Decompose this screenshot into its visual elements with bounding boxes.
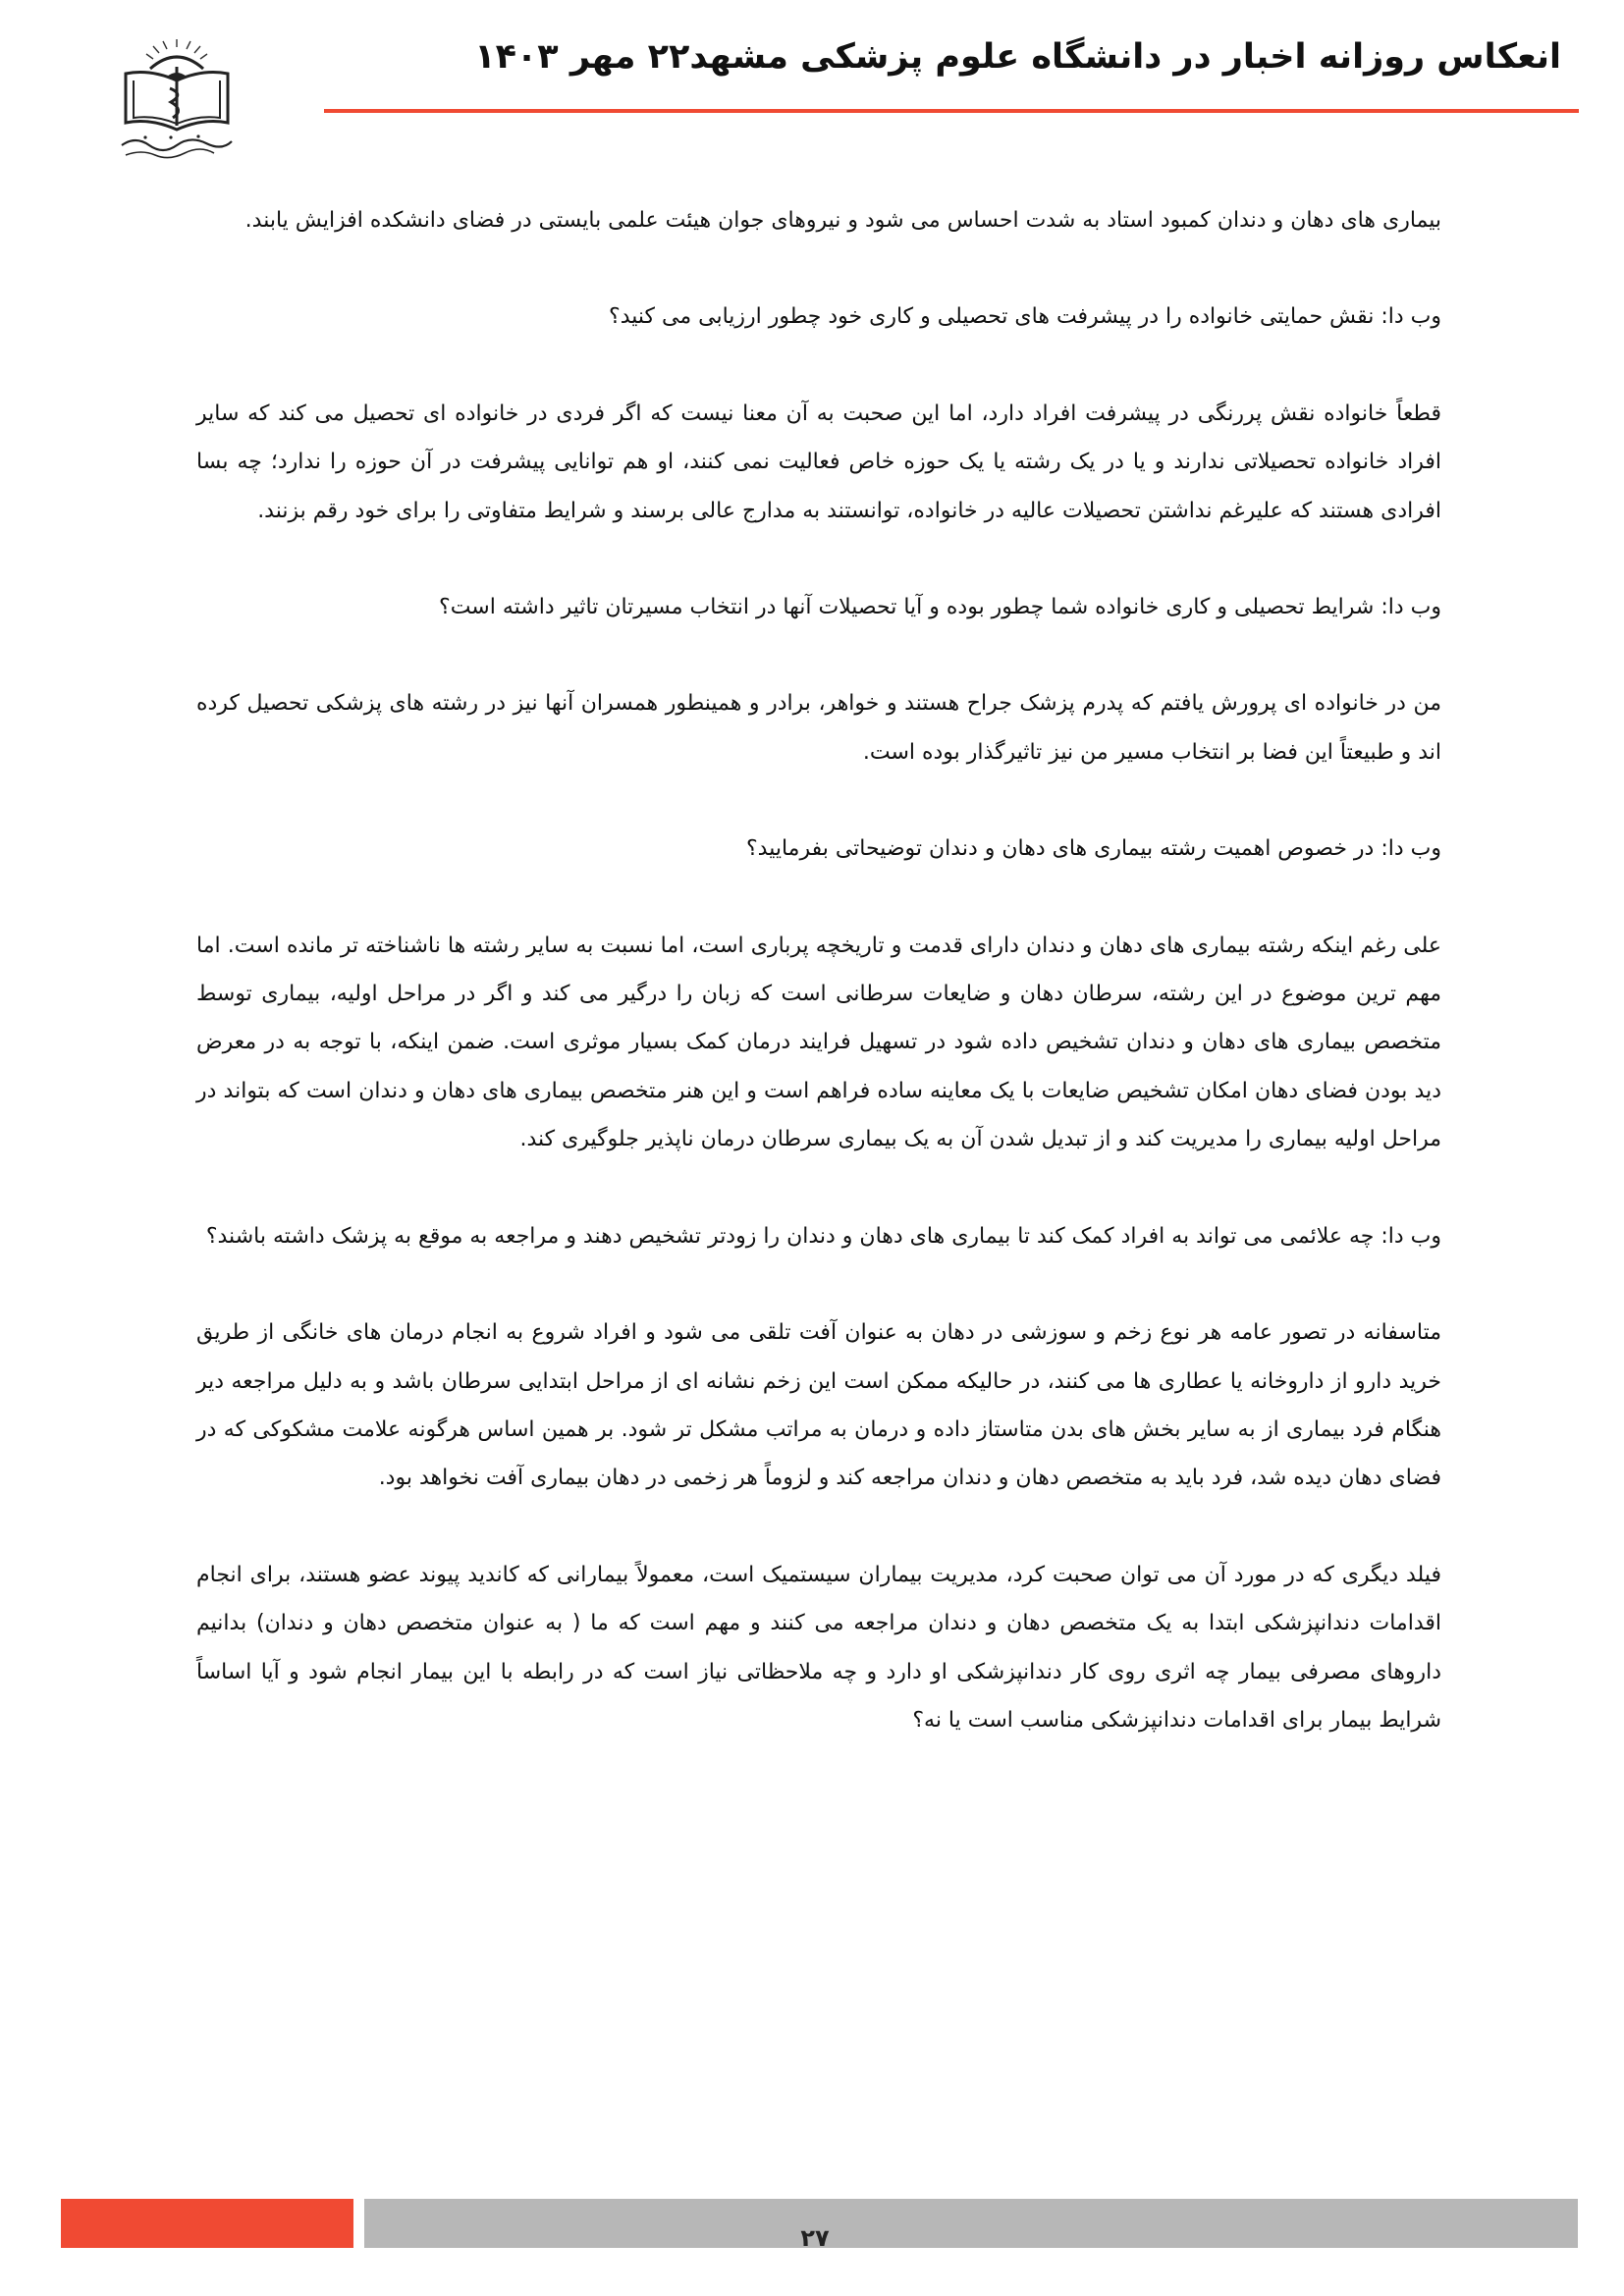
- page-header-title: انعکاس روزانه اخبار در دانشگاه علوم پزشکی مشهد۲۲ مهر ۱۴۰۳: [474, 37, 1561, 77]
- university-logo: [116, 39, 239, 167]
- paragraph-answer: فیلد دیگری که در مورد آن می توان صحبت کرد، مدیریت بیماران سیستمیک است، معمولاً بیمارانی که کاندید پیوند عضو هستند، برای انجام اقدامات دندانپزشکی ابتدا به یک متخصص دهان و دندان مراجعه می کنند و مهم است که ما ( به عنوان متخصص دهان و دندان) بدانیم داروهای مصرفی بیمار چه اثری روی کار دندانپزشکی او دارد و چه ملاحظاتی نیاز است که در رابطه با این بیمار انجام شود و آیا اساساً شرایط بیمار برای اقدامات دندانپزشکی مناسب است یا نه؟: [196, 1562, 1441, 1733]
- footer-red-bar: [61, 2199, 353, 2248]
- interview-question: وب دا: نقش حمایتی خانواده را در پیشرفت های تحصیلی و کاری خود چطور ارزیابی می کنید؟: [609, 304, 1441, 330]
- paragraph-answer: متاسفانه در تصور عامه هر نوع زخم و سوزشی در دهان به عنوان آفت تلقی می شود و افراد شروع به انجام درمان های خانگی از طریق خرید دارو از داروخانه یا عطاری ها می کنند، در حالیکه ممکن است این زخم نشانه ای از مراحل ابتدایی سرطان باشد و به دلیل مراجعه دیر هنگام فرد بیماری از به سایر بخش های بدن متاستاز داده و درمان به مراتب مشکل تر شود. بر همین اساس هرگونه علامت مشکوکی که در فضای دهان دیده شد، فرد باید به متخصص دهان و دندان مراجعه کند و لزوماً هر زخمی در دهان بیماری آفت نخواهد بود.: [196, 1320, 1441, 1491]
- paragraph-answer: بیماری های دهان و دندان کمبود استاد به شدت احساس می شود و نیروهای جوان هیئت علمی بایستی در فضای دانشکده افزایش یابند.: [244, 208, 1441, 233]
- interview-question: وب دا: چه علائمی می تواند به افراد کمک کند تا بیماری های دهان و دندان را زودتر تشخیص دهند و مراجعه به موقع به پزشک داشته باشند؟: [205, 1223, 1441, 1249]
- interview-question: وب دا: شرایط تحصیلی و کاری خانواده شما چطور بوده و آیا تحصیلات آنها در انتخاب مسیرتان تاثیر داشته است؟: [439, 595, 1441, 620]
- paragraph-answer: قطعاً خانواده نقش پررنگی در پیشرفت افراد دارد، اما این صحبت به آن معنا نیست که اگر فردی در خانواده ای تحصیل می کند که سایر افراد خانواده تحصیلاتی ندارند و یا در یک رشته یا یک حوزه خاص فعالیت نمی کنند، او هم توانایی پیشرفت در آن حوزه را ندارد؛ چه بسا افرادی هستند که علیرغم نداشتن تحصیلات عالیه در خانواده، توانستند به مدارج عالی برسند و شرایط متفاوتی را برای خود رقم بزنند.: [196, 400, 1441, 523]
- article-body: [196, 196, 1441, 1792]
- page-number: ۲۷: [800, 2224, 830, 2252]
- interview-question: وب دا: در خصوص اهمیت رشته بیماری های دهان و دندان توضیحاتی بفرمایید؟: [745, 836, 1441, 862]
- paragraph-answer: علی رغم اینکه رشته بیماری های دهان و دندان دارای قدمت و تاریخچه پرباری است، اما نسبت به سایر رشته ها ناشناخته تر مانده است. اما مهم ترین موضوع در این رشته، سرطان دهان و ضایعات سرطانی است که زبان را درگیر می کند و اگر در مراحل اولیه، بیماری توسط متخصص بیماری های دهان و دندان تشخیص داده شود در تسهیل فرایند درمان کمک بسیار موثری است. ضمن اینکه، با توجه به در معرض دید بودن فضای دهان امکان تشخیص ضایعات با یک معاینه ساده فراهم است و این هنر متخصص بیماری های دهان و دندان است که بتواند در مراحل اولیه بیماری را مدیریت کند و از تبدیل شدن آن به یک بیماری سرطان درمان ناپذیر جلوگیری کند.: [196, 933, 1441, 1152]
- paragraph-answer: من در خانواده ای پرورش یافتم که پدرم پزشک جراح هستند و خواهر، برادر و همینطور همسران آنها نیز در رشته های پزشکی تحصیل کرده اند و طبیعتاً این فضا بر انتخاب مسیر من نیز تاثیرگذار بوده است.: [196, 691, 1441, 765]
- footer-gray-bar: [364, 2199, 1578, 2248]
- header-divider: [324, 109, 1579, 113]
